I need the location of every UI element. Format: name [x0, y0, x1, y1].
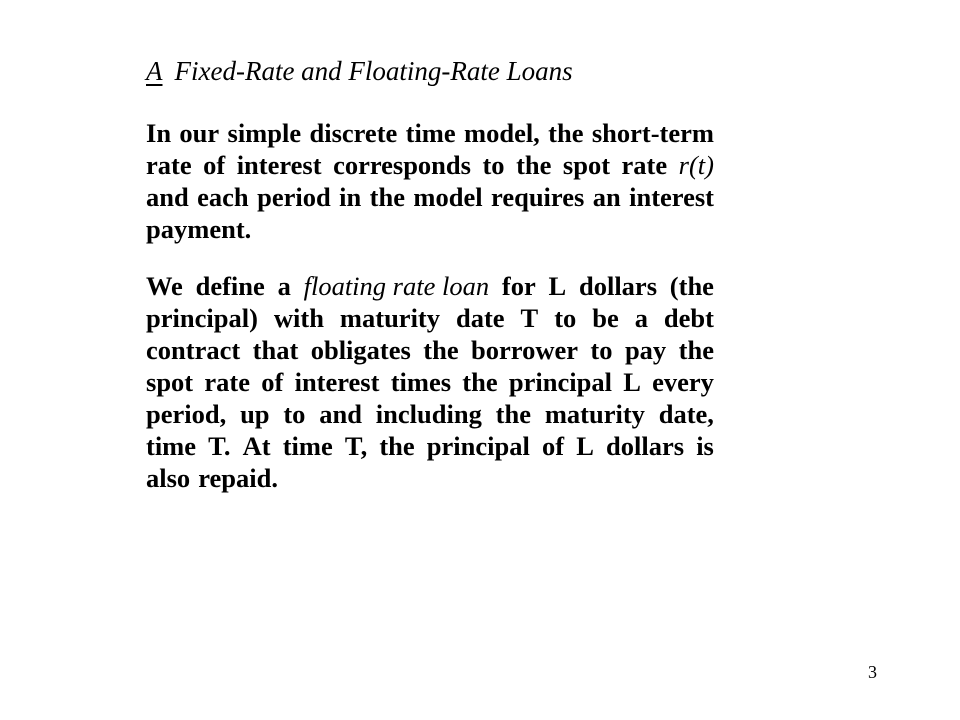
word: an [592, 182, 621, 212]
word: and [146, 182, 189, 212]
word: of [203, 150, 226, 180]
word: dollars [606, 431, 685, 461]
word: L [548, 271, 567, 301]
word: the [678, 335, 714, 365]
word: our [179, 118, 220, 148]
word: At [242, 431, 271, 461]
word: T, [344, 431, 368, 461]
word: to [590, 335, 613, 365]
word: of [261, 367, 284, 397]
word: and [319, 399, 362, 429]
word: dollars [578, 271, 658, 301]
text-line [146, 302, 714, 334]
word: the [369, 182, 405, 212]
italic-term: floating rate loan [303, 271, 490, 301]
word: time [405, 118, 456, 148]
word: obligates [310, 335, 411, 365]
word: the [423, 335, 459, 365]
word: repaid. [198, 463, 278, 493]
text-line [146, 366, 714, 398]
word: (the [669, 271, 714, 301]
word: to [554, 303, 577, 333]
word: date, [658, 399, 714, 429]
word: to [482, 150, 505, 180]
text-line [146, 117, 714, 149]
word: model, [464, 118, 540, 148]
word: in [339, 182, 362, 212]
word: with [273, 303, 324, 333]
word: simple [227, 118, 302, 148]
word: period [257, 182, 331, 212]
word: spot [146, 367, 194, 397]
word: the [462, 367, 498, 397]
word: principal [508, 367, 612, 397]
word: L [576, 431, 594, 461]
word: time [282, 431, 333, 461]
word: interest [294, 367, 380, 397]
word: time [146, 431, 197, 461]
word: for [501, 271, 536, 301]
word: spot [562, 150, 611, 180]
section-heading [146, 54, 573, 88]
word: We [146, 271, 183, 301]
word: including [375, 399, 482, 429]
word: that [252, 335, 299, 365]
word: contract [146, 335, 241, 365]
word: a [277, 271, 291, 301]
text-line [146, 181, 714, 213]
word: maturity [339, 303, 441, 333]
italic-term: r(t) [678, 150, 714, 180]
text-line [146, 398, 714, 430]
word: a [634, 303, 648, 333]
word: period, [146, 399, 227, 429]
word: borrower [471, 335, 578, 365]
word: pay [624, 335, 667, 365]
word: the [548, 118, 584, 148]
word: rate [204, 367, 250, 397]
word: corresponds [333, 150, 471, 180]
word: rate [621, 150, 668, 180]
text-line [146, 334, 714, 366]
word: each [197, 182, 249, 212]
paragraph-spot-rate [146, 117, 714, 245]
page-number: 3 [868, 662, 877, 682]
word: up [240, 399, 270, 429]
word: the [495, 399, 531, 429]
word: date [455, 303, 505, 333]
word: In [146, 118, 172, 148]
word: payment. [146, 214, 252, 244]
word: maturity [544, 399, 645, 429]
word: the [379, 431, 415, 461]
word: every [652, 367, 714, 397]
word: define [195, 271, 265, 301]
text-line [146, 270, 714, 302]
word: model [413, 182, 483, 212]
word: of [542, 431, 565, 461]
word: L [623, 367, 641, 397]
paragraph-floating-rate-loan [146, 270, 714, 494]
word: also [146, 463, 191, 493]
word: discrete [309, 118, 398, 148]
word: is [696, 431, 714, 461]
word: times [390, 367, 452, 397]
word: interest [236, 150, 322, 180]
word: principal [426, 431, 530, 461]
word: T. [208, 431, 231, 461]
text-line [146, 149, 714, 181]
text-line [146, 213, 714, 245]
word: T [520, 303, 539, 333]
word: principal) [146, 303, 258, 333]
word: be [592, 303, 619, 333]
word: the [516, 150, 552, 180]
word: debt [663, 303, 714, 333]
section-letter: A [146, 56, 163, 86]
word: short-term [591, 118, 714, 148]
text-line [146, 430, 714, 462]
word: interest [629, 182, 714, 212]
section-title: Fixed-Rate and Floating-Rate Loans [174, 56, 573, 86]
word: requires [491, 182, 585, 212]
word: rate [146, 150, 192, 180]
word: to [283, 399, 306, 429]
text-line [146, 462, 714, 494]
